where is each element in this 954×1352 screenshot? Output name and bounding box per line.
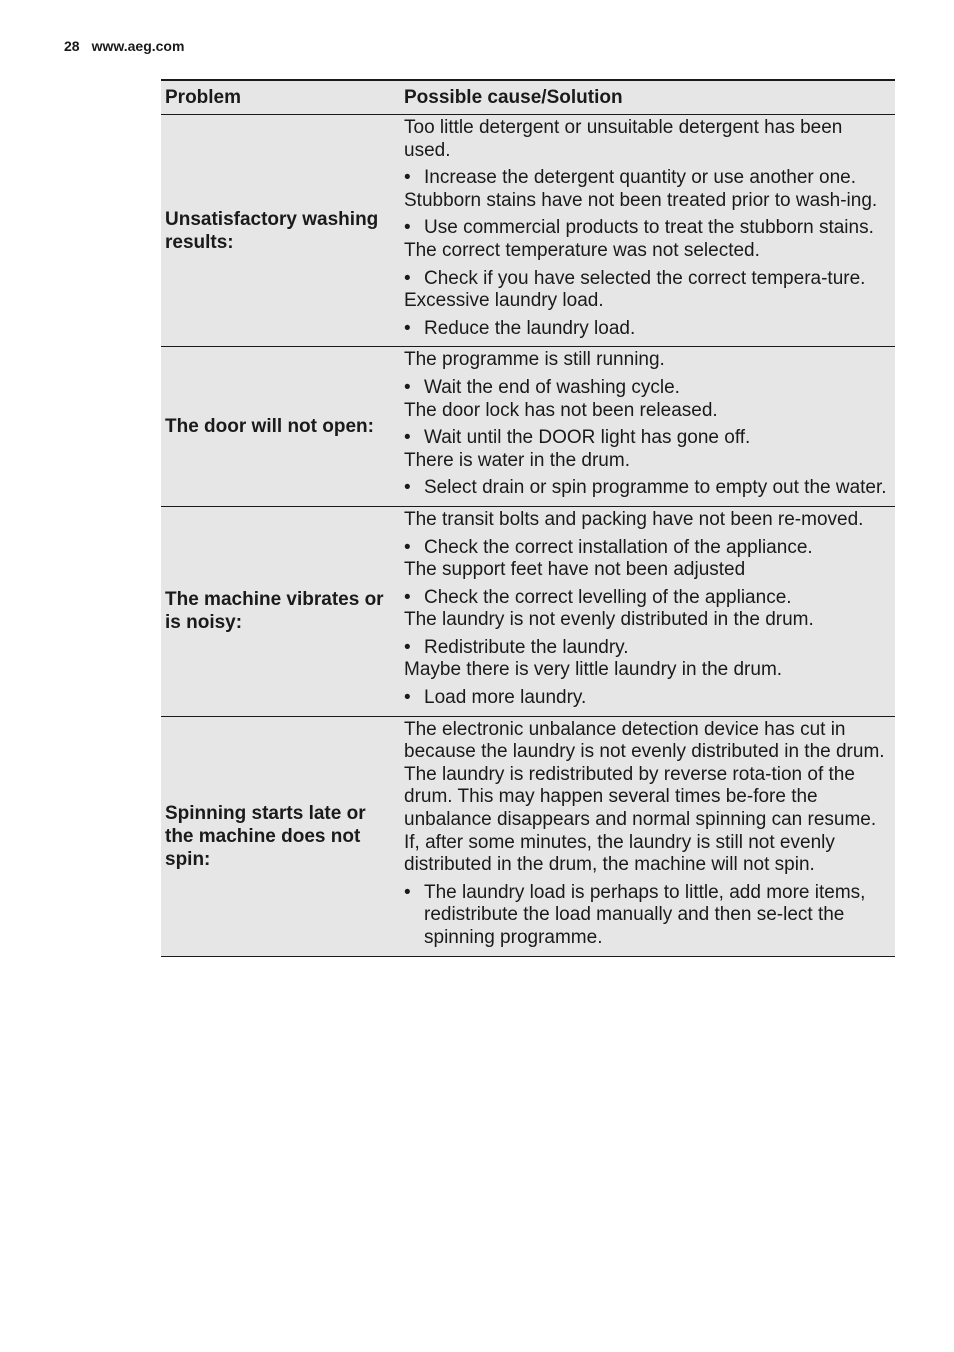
cause-text: The support feet have not been adjusted: [404, 559, 746, 581]
cause-text: Excessive laundry load.: [404, 290, 604, 312]
problem-label: Unsatisfactory washing results:: [165, 208, 379, 253]
solution-bullet: • Wait until the DOOR light has gone off.: [404, 427, 887, 450]
cause-text: The transit bolts and packing have not been re-moved.: [404, 508, 864, 530]
problem-label: The machine vibrates or is noisy:: [165, 589, 384, 634]
cause-text: Maybe there is very little laundry in the drum.: [404, 659, 783, 681]
page-header: [64, 38, 184, 54]
solution-bullet: • Load more laundry.: [404, 687, 887, 710]
table-row: [161, 717, 895, 957]
table-row: [161, 115, 895, 347]
solution-cell: [400, 115, 895, 346]
problem-cell: [161, 347, 400, 506]
problem-cell: [161, 115, 400, 346]
solution-bullet: • Increase the detergent quantity or use another one.: [404, 167, 887, 190]
cause-text: The correct temperature was not selected.: [404, 239, 760, 261]
table-row: [161, 507, 895, 717]
solution-bullet: • Check the correct installation of the appliance.: [404, 537, 887, 560]
solution-bullet: • Use commercial products to treat the stubborn stains.: [404, 217, 887, 240]
solution-bullet: • Check if you have selected the correct tempera-ture.: [404, 268, 887, 291]
cause-text: There is water in the drum.: [404, 449, 630, 471]
cause-text: The electronic unbalance detection device has cut in because the laundry is not evenly distributed in the drum. The laundry is redistributed by reverse rota-tion of the drum. This may happen several times be-fore the unbalance disappears and normal spinning can resume. If, after some minutes, the laundry is still not evenly distributed in the drum, the machine will not spin.: [404, 718, 885, 876]
problem-cell: [161, 717, 400, 956]
table-header-row: [161, 81, 895, 115]
problem-label: Spinning starts late or the machine does not spin:: [165, 802, 366, 870]
troubleshooting-table: [161, 79, 895, 957]
cause-text: Too little detergent or unsuitable detergent has been used.: [404, 117, 843, 161]
solution-bullet: • Check the correct levelling of the appliance.: [404, 587, 887, 610]
solution-bullet: • Select drain or spin programme to empty out the water.: [404, 477, 887, 500]
cause-text: The laundry is not evenly distributed in the drum.: [404, 609, 814, 631]
cause-text: The programme is still running.: [404, 349, 665, 371]
cause-text: Stubborn stains have not been treated prior to wash-ing.: [404, 189, 878, 211]
problem-cell: [161, 507, 400, 716]
solution-cell: [400, 507, 895, 716]
column-header-solution: Possible cause/Solution: [404, 86, 623, 108]
solution-cell: [400, 347, 895, 506]
site-url: www.aeg.com: [91, 38, 185, 54]
solution-bullet: • Wait the end of washing cycle.: [404, 377, 887, 400]
solution-bullet: • Reduce the laundry load.: [404, 318, 887, 341]
solution-bullet: • The laundry load is perhaps to little, add more items, redistribute the load manually and then se-lect the spinning programme.: [404, 882, 887, 950]
page-number: 28: [64, 38, 80, 54]
problem-label: The door will not open:: [165, 416, 374, 438]
solution-bullet: • Redistribute the laundry.: [404, 637, 887, 660]
table-row: [161, 347, 895, 507]
solution-cell: [400, 717, 895, 956]
cause-text: The door lock has not been released.: [404, 399, 718, 421]
column-header-problem: Problem: [165, 86, 242, 108]
